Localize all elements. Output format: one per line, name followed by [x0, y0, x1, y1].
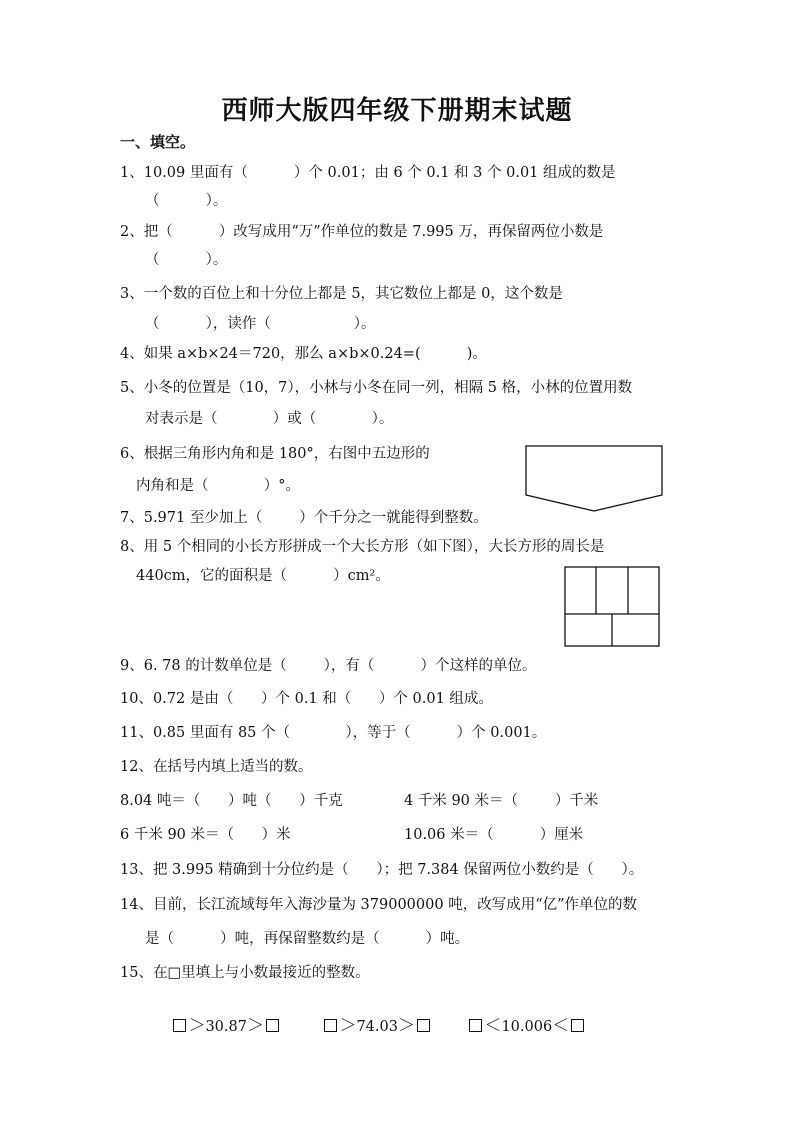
question-1-line-1: 1、10.09 里面有（ ）个 0.01；由 6 个 0.1 和 3 个 0.01 组成的数是: [120, 165, 616, 181]
answer-box[interactable]: [571, 1019, 584, 1032]
question-6-line-1: 6、根据三角形内角和是 180°，右图中五边形的: [120, 446, 430, 462]
question-15-item-3: [449, 996, 586, 1057]
comparison-sign: ＞: [188, 1016, 206, 1036]
question-14-line-2: 是（ ）吨，再保留整数约是（ ）吨。: [145, 931, 470, 947]
rectangles-figure: [564, 566, 662, 648]
question-5-line-1: 5、小冬的位置是（10，7），小林与小冬在同一列，相隔 5 格，小林的位置用数: [120, 380, 633, 396]
decimal-value: 74.03: [356, 1019, 398, 1035]
answer-box[interactable]: [173, 1019, 186, 1032]
comparison-sign: ＞: [339, 1016, 357, 1036]
answer-box[interactable]: [417, 1019, 430, 1032]
question-8-line-1: 8、用 5 个相同的小长方形拼成一个大长方形（如下图），大长方形的周长是: [120, 539, 605, 555]
question-2-line-2: （ ）。: [145, 252, 228, 268]
question-12-item-a: 8.04 吨＝（ ）吨（ ）千克: [120, 793, 343, 809]
question-12-item-d: 10.06 米＝（ ）厘米: [404, 827, 584, 843]
comparison-sign: ＜: [552, 1016, 570, 1036]
comparison-sign: ＜: [484, 1016, 502, 1036]
question-10: 10、0.72 是由（ ）个 0.1 和（ ）个 0.01 组成。: [120, 691, 493, 707]
question-13: 13、把 3.995 精确到十分位约是（ ）；把 7.384 保留两位小数约是（ ）。: [120, 862, 644, 878]
decimal-value: 10.006: [501, 1019, 553, 1035]
question-12-item-b: 4 千米 90 米＝（ ）千米: [404, 793, 599, 809]
question-12-item-c: 6 千米 90 米＝（ ）米: [120, 827, 291, 843]
answer-box[interactable]: [469, 1019, 482, 1032]
decimal-value: 30.87: [205, 1019, 247, 1035]
answer-box[interactable]: [324, 1019, 337, 1032]
question-11: 11、0.85 里面有 85 个（ ），等于（ ）个 0.001。: [120, 725, 547, 741]
question-15: 15、在□里填上与小数最接近的整数。: [120, 965, 370, 981]
question-9: 9、6. 78 的计数单位是（ ），有（ ）个这样的单位。: [120, 658, 537, 674]
answer-box[interactable]: [266, 1019, 279, 1032]
question-5-line-2: 对表示是（ ）或（ ）。: [145, 411, 394, 427]
question-6-line-2: 内角和是（ ）°。: [136, 478, 301, 494]
comparison-sign: ＞: [246, 1016, 264, 1036]
question-3-line-2: （ ），读作（ ）。: [145, 316, 376, 332]
question-15-item-2: [304, 996, 432, 1057]
question-15-item-1: [153, 996, 281, 1057]
question-1-line-2: （ ）。: [145, 193, 228, 209]
question-4: 4、如果 a×b×24＝720，那么 a×b×0.24=( )。: [120, 346, 487, 362]
comparison-sign: ＞: [397, 1016, 415, 1036]
question-3-line-1: 3、一个数的百位上和十分位上都是 5，其它数位上都是 0，这个数是: [120, 286, 563, 302]
question-12: 12、在括号内填上适当的数。: [120, 759, 313, 775]
pentagon-shape: [526, 446, 662, 511]
page-title: 西师大版四年级下册期末试题: [221, 96, 573, 126]
question-7: 7、5.971 至少加上（ ）个千分之一就能得到整数。: [120, 510, 488, 526]
question-8-line-2: 440cm，它的面积是（ ）cm²。: [136, 568, 390, 584]
question-2-line-1: 2、把（ ）改写成用“万”作单位的数是 7.995 万，再保留两位小数是: [120, 224, 604, 240]
section-title: 一、填空。: [120, 133, 196, 151]
pentagon-figure: [525, 445, 665, 515]
question-14-line-1: 14、目前，长江流域每年入海沙量为 379000000 吨，改写成用“亿”作单位的数: [120, 897, 638, 913]
